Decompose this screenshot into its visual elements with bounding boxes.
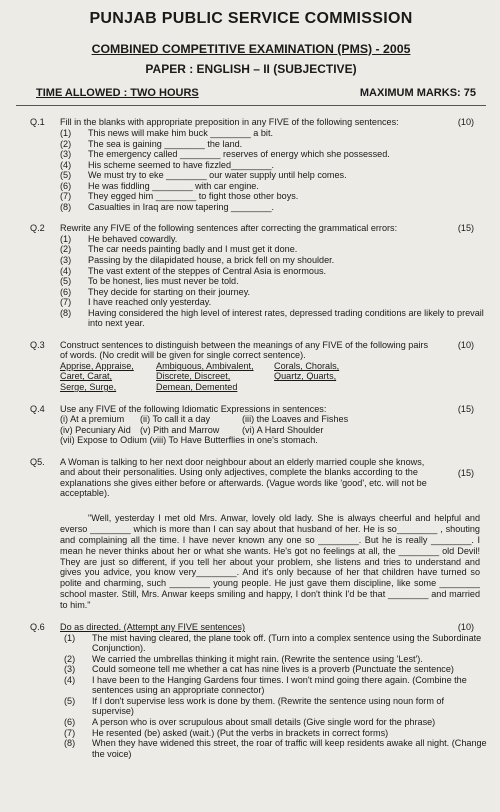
word-pair: Corals, Chorals, [274,360,340,371]
list-item: (3) The emergency called ________ reserves of energy which she possessed. [60,149,390,160]
question-marks: (10) [457,622,475,633]
question-number: Q.3 [30,339,45,350]
idiom-last-line: (vii) Expose to Odium (viii) To Have Butterflies in one's stomach. [60,435,318,446]
idiom: (i) At a premium [60,414,125,425]
exam-meta [14,87,488,100]
list-item: (4) The vast extent of the steppes of Central Asia is enormous. [60,265,327,276]
list-item: (4) His scheme seemed to have fizzled________. [60,159,275,170]
list-item: (7) He resented (be) asked (wait.) (Put the verbs in brackets in correct forms) [64,727,389,738]
question-1 [14,117,488,212]
list-item: (1) This news will make him buck ________ a bit. [60,128,273,138]
question-text: Fill in the blanks with appropriate preposition in any FIVE of the following sentences: [60,117,399,128]
question-marks: (15) [457,403,475,414]
question-text: A Woman is talking to her next door neighbour about an elderly married couple she knows, and about their personalities. Using only adjectives, complete the blanks according to the explanations she gives either before or afterwards. (Vague words like 'good', etc. will not be acceptable). [60,456,427,499]
divider [16,105,486,106]
word-pair: Apprise, Appraise, [60,360,134,371]
list-item: (8) When they have widened this street, the roar of traffic will keep residents awake all night. (Change the voice) [64,738,487,759]
list-item: (7) I have reached only yesterday. [60,297,212,308]
idiom-list [60,414,488,435]
list-item: (6) He was fiddling ________ with car engine. [60,180,259,191]
question-marks: (15) [457,223,475,234]
question-marks: (10) [457,117,475,128]
idiom: (iv) Pecuniary Aid [60,424,131,435]
word-pair: Discrete, Discreet, [156,371,231,382]
list-item: (1) He behaved cowardly. [60,233,178,244]
idiom: (iii) the Loaves and Fishes [242,414,349,425]
word-pair [384,371,488,382]
question-text: Use any FIVE of the following Idiomatic Expressions in sentences: [60,403,327,414]
question-4 [14,404,488,446]
question-text: Do as directed. (Attempt any FIVE sentences) [60,622,245,633]
list-item: (6) A person who is over scrupulous about small details (Give single word for the phrase) [64,717,436,728]
question-text: Rewrite any FIVE of the following sentences after correcting the grammatical errors: [60,223,398,234]
question-number: Q.4 [30,403,45,414]
word-pair: Serge, Surge, [60,382,117,393]
question-6 [14,622,488,759]
question-number: Q.1 [30,117,45,128]
list-item: (2) The sea is gaining ________ the land. [60,138,243,149]
question-number: Q.2 [30,223,45,234]
list-item: (2) We carried the umbrellas thinking it might rain. (Rewrite the sentence using 'Lest'). [64,653,423,664]
word-pair [384,361,488,372]
time-allowed: TIME ALLOWED : TWO HOURS [36,86,199,99]
list-item: (1) The mist having cleared, the plane took off. (Turn into a complex sentence using the Subordinate Conjunction). [64,632,482,654]
list-item: (5) To be honest, lies must never be told. [60,276,239,287]
word-pair: Caret, Carat, [60,371,113,382]
question-5 [14,457,488,611]
list-item: (6) They decide for starting on their journey. [60,286,251,297]
question-marks: (15) [457,467,475,478]
list-item: (3) Passing by the dilapidated house, a brick fell on my shoulder. [60,255,335,266]
passage: "Well, yesterday I met old Mrs. Anwar, lovely old lady. She is always cheerful and helpful and everso ________ which is more than I can say about that husband of her. He is so________ , shouting and complaining all the time. I have never known any one so ________. But he is really ________. I mean he never thinks about her or what she wants. He's got no feelings at all, the ________ old Devil! They are just so different, if you tell her about your problem, she listens and tries to understand and gives you advice, you know very________. And it's only because of her that children have turned so polite and charming, such ________ young people. He just gave them discipline, like some ________ school master. Still, Mrs. Anwar keeps smiling and happy, I don't think I'd be that ________ and married to him." [60,512,480,611]
list-item: (5) If I don't supervise less work is done by them. (Rewrite the sentence using noun form of supervise) [64,695,445,717]
word-pair: Demean, Demented [156,382,238,393]
question-number: Q.6 [30,622,45,633]
list-item: (8) Having considered the high level of interest rates, depressed trading conditions are likely to prevail into next year. [60,307,484,329]
list-item: (8) Casualties in Iraq are now tapering ________. [60,201,275,212]
paper-title: PAPER : ENGLISH – II (SUBJECTIVE) [145,61,357,76]
list-item: (5) We must try to eke ________ our water supply until help comes. [60,170,347,181]
question-3 [14,340,488,393]
idiom: (vi) A Hard Shoulder [242,424,324,435]
question-text: Construct sentences to distinguish between the meanings of any FIVE of the following pairs of words. (No credit will be given for single correct sentence). [60,339,428,361]
list-item: (3) Could someone tell me whether a cat has nine lives is a proverb (Punctuate the sentence) [64,664,454,675]
question-marks: (10) [457,339,475,350]
question-2 [14,223,488,328]
exam-title: COMBINED COMPETITIVE EXAMINATION (PMS) - 2005 [91,41,411,56]
list-item: (4) I have been to the Hanging Gardens four times. I won't mind going there again. (Combine the sentences using an appropriate connector) [64,674,467,696]
max-marks: MAXIMUM MARKS: 75 [359,86,476,99]
word-pair: Ambiguous, Ambivalent, [156,360,254,371]
idiom: (ii) To call it a day [140,414,211,425]
word-pair: Quartz, Quarts, [274,371,337,382]
org-title: PUNJAB PUBLIC SERVICE COMMISSION [89,10,413,27]
question-number: Q5. [30,456,45,467]
list-item: (2) The car needs painting badly and I must get it done. [60,244,298,255]
idiom: (v) Pith and Marrow [140,424,220,435]
list-item: (7) They egged him ________ to fight those other boys. [60,191,299,202]
word-pairs [60,361,488,393]
